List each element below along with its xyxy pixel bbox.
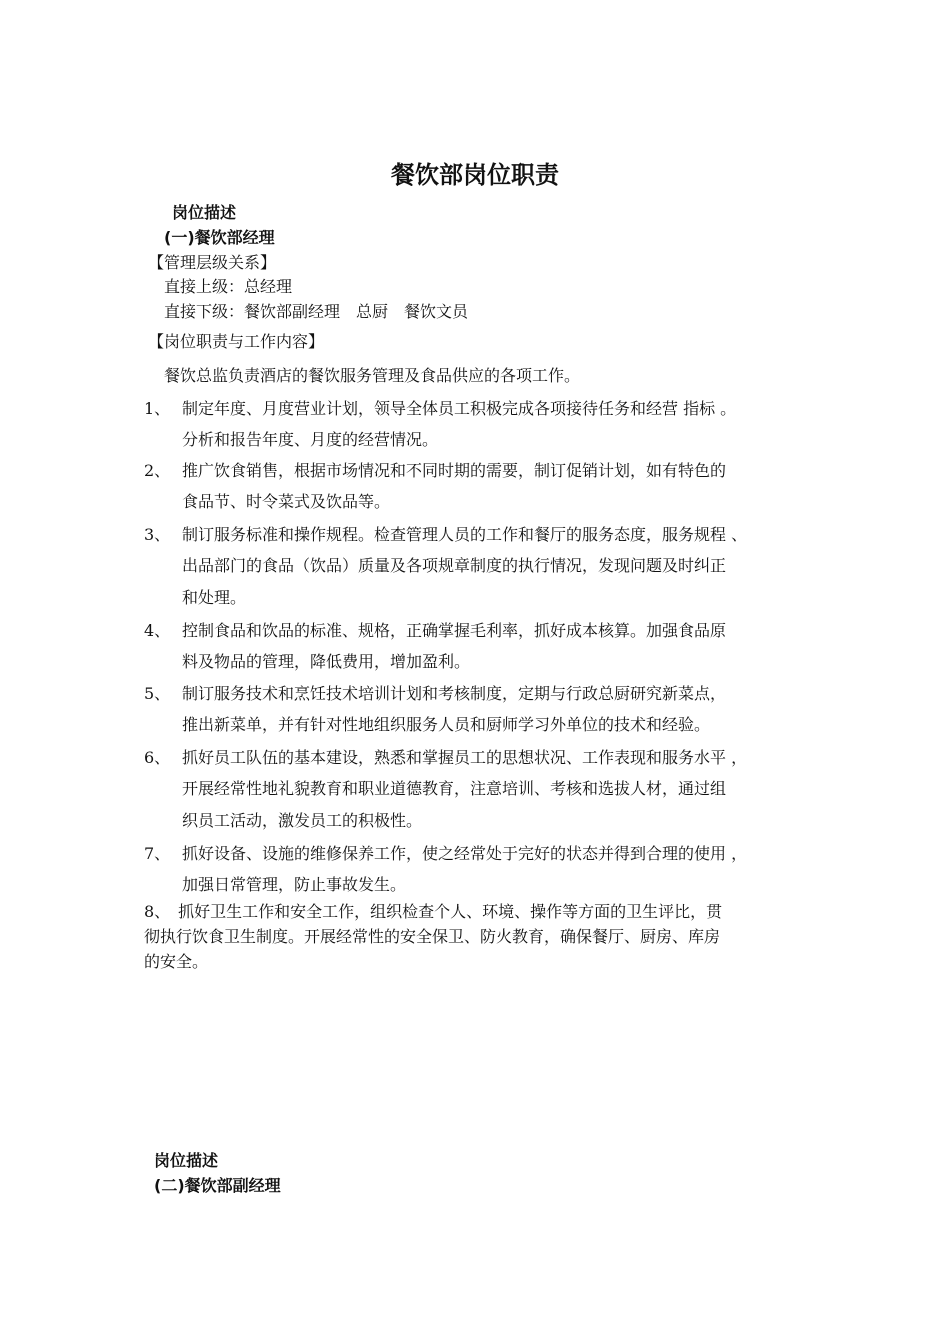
direct-superior: 直接上级：总经理 <box>164 277 293 296</box>
duty-line: 料及物品的管理，降低费用，增加盈利。 <box>182 652 471 671</box>
section1-heading: 岗位描述 <box>172 203 237 222</box>
direct-subordinate: 直接下级：餐饮部副经理 总厨 餐饮文员 <box>164 302 469 321</box>
duty-line: 加强日常管理，防止事故发生。 <box>182 875 407 894</box>
duty-number: 3、 <box>144 525 171 544</box>
section2-position: (二)餐饮部副经理 <box>154 1176 281 1195</box>
duty-line: 制订服务标准和操作规程。检查管理人员的工作和餐厅的服务态度，服务规程 、 <box>182 525 748 544</box>
duty-line: 食品节、时令菜式及饮品等。 <box>182 492 391 511</box>
duty-line: 分析和报告年度、月度的经营情况。 <box>182 430 439 449</box>
duty-line: 推广饮食销售，根据市场情况和不同时期的需要，制订促销计划，如有特色的 <box>182 461 727 480</box>
duty-line: 开展经常性地礼貌教育和职业道德教育，注意培训、考核和选拔人材，通过组 <box>182 779 727 798</box>
duty-line: 抓好设备、设施的维修保养工作，使之经常处于完好的状态并得到合理的使用 ， <box>182 844 748 863</box>
document-title: 餐饮部岗位职责 <box>391 161 559 189</box>
duty-line: 和处理。 <box>182 588 247 607</box>
duty-line: 控制食品和饮品的标准、规格，正确掌握毛利率，抓好成本核算。加强食品原 <box>182 621 727 640</box>
duty-number: 2、 <box>144 461 171 480</box>
duty-number: 1、 <box>144 399 171 418</box>
duties-header: 【岗位职责与工作内容】 <box>148 332 325 351</box>
section1-position: (一)餐饮部经理 <box>164 228 275 247</box>
duty-line: 制定年度、月度营业计划，领导全体员工积极完成各项接待任务和经营 指标 。 <box>182 399 737 418</box>
management-header: 【管理层级关系】 <box>148 253 277 272</box>
duty-line: 推出新菜单，并有针对性地组织服务人员和厨师学习外单位的技术和经验。 <box>182 715 711 734</box>
section2-heading: 岗位描述 <box>154 1151 219 1170</box>
duty-line: 出品部门的食品（饮品）质量及各项规章制度的执行情况，发现问题及时纠正 <box>182 556 727 575</box>
duty-number: 5、 <box>144 684 171 703</box>
duty-line: 的安全。 <box>144 952 209 971</box>
duty-number: 4、 <box>144 621 171 640</box>
duty-line: 织员工活动，激发员工的积极性。 <box>182 811 423 830</box>
duty-line: 制订服务技术和烹饪技术培训计划和考核制度，定期与行政总厨研究新菜点， <box>182 684 727 703</box>
duty-number: 6、 <box>144 748 171 767</box>
duty-line: 8、 抓好卫生工作和安全工作，组织检查个人、环境、操作等方面的卫生评比，贯 <box>144 902 723 921</box>
duties-intro: 餐饮总监负责酒店的餐饮服务管理及食品供应的各项工作。 <box>164 366 581 385</box>
duty-number: 7、 <box>144 844 171 863</box>
duty-line: 抓好员工队伍的基本建设，熟悉和掌握员工的思想状况、工作表现和服务水平 ， <box>182 748 748 767</box>
duty-line: 彻执行饮食卫生制度。开展经常性的安全保卫、防火教育，确保餐厅、厨房、库房 <box>144 927 721 946</box>
